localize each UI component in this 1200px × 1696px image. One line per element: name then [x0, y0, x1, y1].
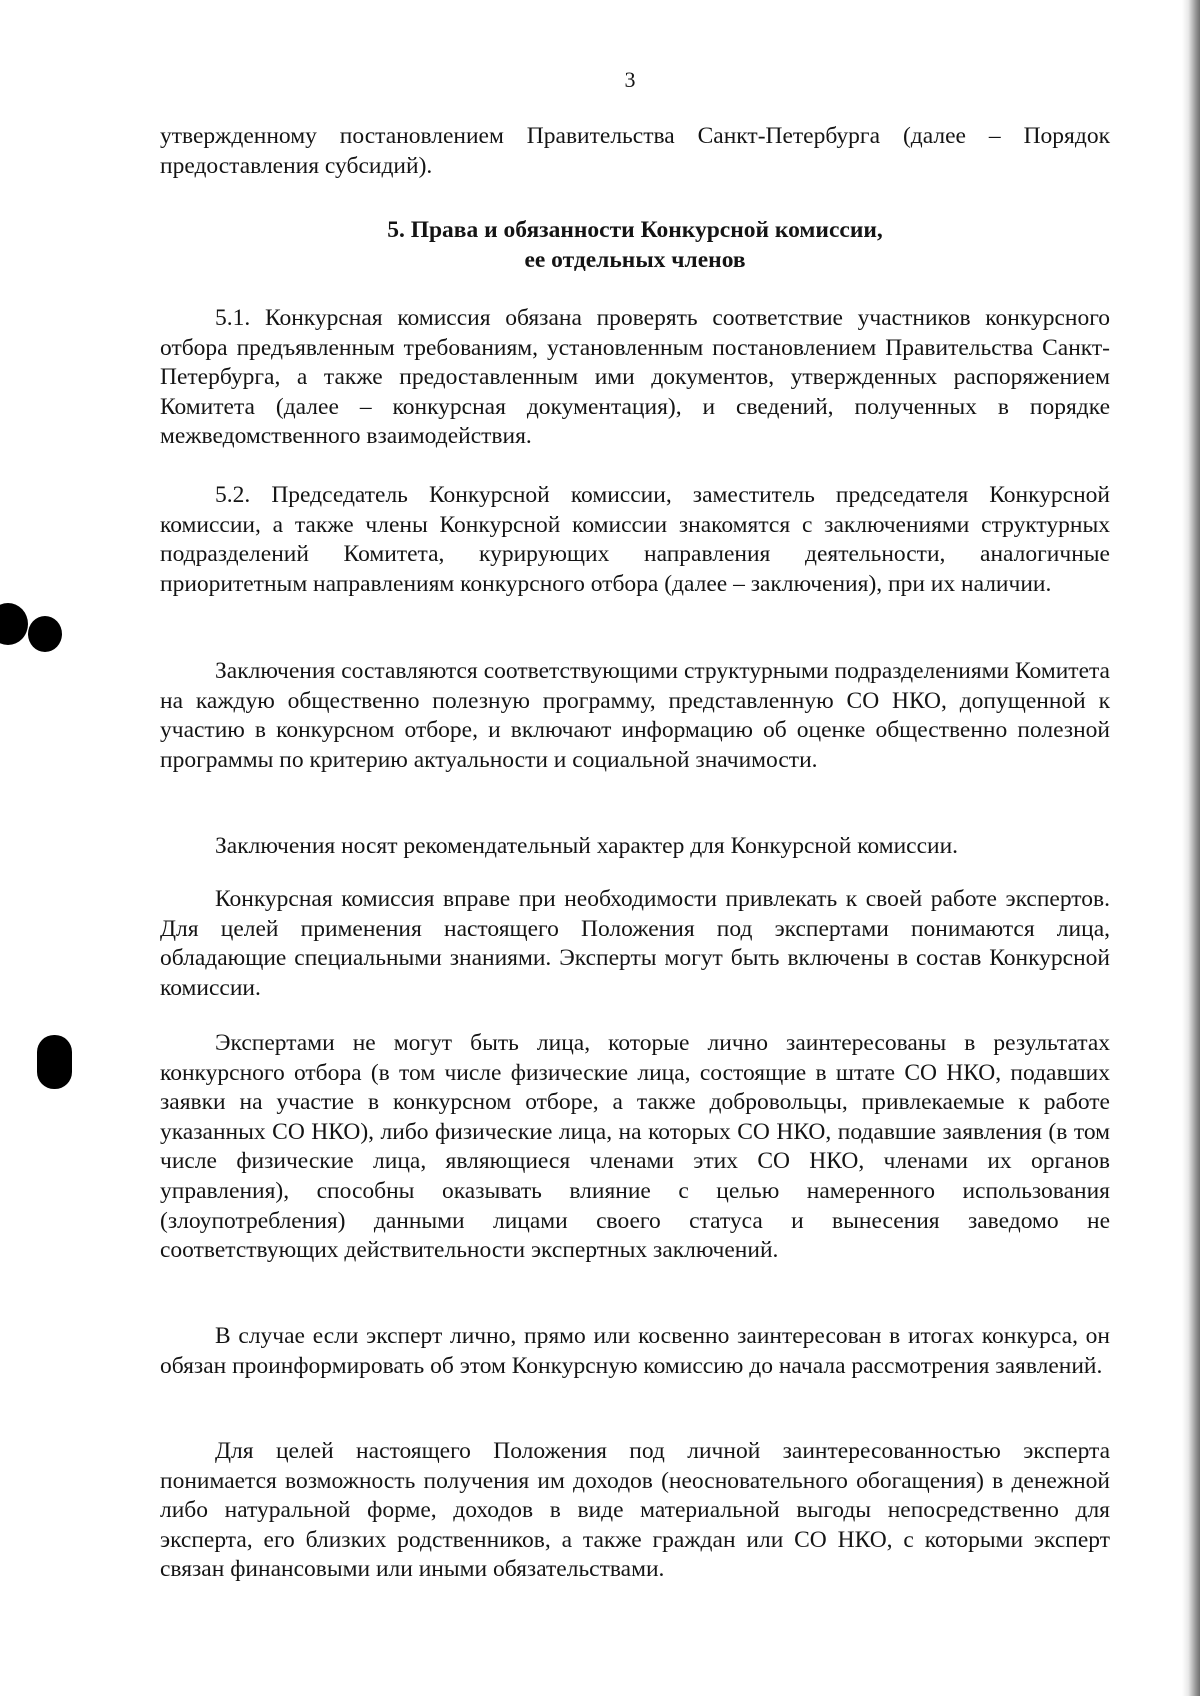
paragraph-conclusions-advisory: Заключения носят рекомендательный характер для Конкурсной комиссии.	[215, 833, 959, 859]
intro-paragraph: утвержденному постановлением Правительства Санкт-Петербурга (далее – Порядок предоставления субсидий).	[160, 123, 1110, 179]
scan-page-edge-shadow	[1182, 0, 1200, 1696]
page-number: 3	[624, 67, 636, 92]
punch-hole-mark	[37, 1035, 72, 1089]
paragraph-5-2: 5.2. Председатель Конкурсной комиссии, заместитель председателя Конкурсной комиссии, а также члены Конкурсной комиссии знакомятся с заключениями структурных подразделений Комитета, курирующих направления деятельности, аналогичные приоритетным направлениям конкурсного отбора (далее – заключения), при их наличии.	[160, 482, 1110, 597]
paragraph-expert-interest-notice: В случае если эксперт лично, прямо или косвенно заинтересован в итогах конкурса, он обязан проинформировать об этом Конкурсную комиссию до начала рассмотрения заявлений.	[160, 1323, 1110, 1379]
section-heading-line-1: 5. Права и обязанности Конкурсной комиссии,	[387, 217, 883, 243]
paragraph-conclusions-compiled: Заключения составляются соответствующими структурными подразделениями Комитета на каждую общественно полезную программу, представленную СО НКО, допущенной к участию в конкурсном отборе, и включают информацию об оценке общественно полезной программы по критерию актуальности и социальной значимости.	[160, 658, 1110, 773]
paragraph-personal-interest-definition: Для целей настоящего Положения под личной заинтересованностью эксперта понимается возможность получения им доходов (неосновательного обогащения) в денежной либо натуральной форме, доходов в виде материальной выгоды непосредственно для эксперта, его близких родственников, а также граждан или СО НКО, с которыми эксперт связан финансовыми или иными обязательствами.	[160, 1438, 1110, 1583]
punch-hole-mark	[28, 616, 62, 652]
punch-hole-mark	[0, 603, 28, 645]
paragraph-5-1: 5.1. Конкурсная комиссия обязана проверять соответствие участников конкурсного отбора предъявленным требованиям, установленным постановлением Правительства Санкт-Петербурга, а также предоставленным ими документов, утвержденных распоряжением Комитета (далее – конкурсная документация), и сведений, полученных в порядке межведомственного взаимодействия.	[160, 305, 1110, 450]
section-heading	[160, 215, 1110, 275]
paragraph-experts-restrictions: Экспертами не могут быть лица, которые лично заинтересованы в результатах конкурсного отбора (в том числе физические лица, состоящие в штате СО НКО, подавших заявки на участие в конкурсном отборе, а также добровольцы, привлекаемые к работе указанных СО НКО), либо физические лица, на которых СО НКО, подавшие заявления (в том числе физические лица, являющиеся членами этих СО НКО, членами их органов управления), способны оказывать влияние с целью намеренного использования (злоупотребления) данными лицами своего статуса и вынесения заведомо не соответствующих действительности экспертных заключений.	[160, 1030, 1110, 1264]
paragraph-experts-involvement: Конкурсная комиссия вправе при необходимости привлекать к своей работе экспертов. Для целей применения настоящего Положения под экспертами понимаются лица, обладающие специальными знаниями. Эксперты могут быть включены в состав Конкурсной комиссии.	[160, 886, 1110, 1001]
section-heading-line-2: ее отдельных членов	[524, 247, 746, 273]
